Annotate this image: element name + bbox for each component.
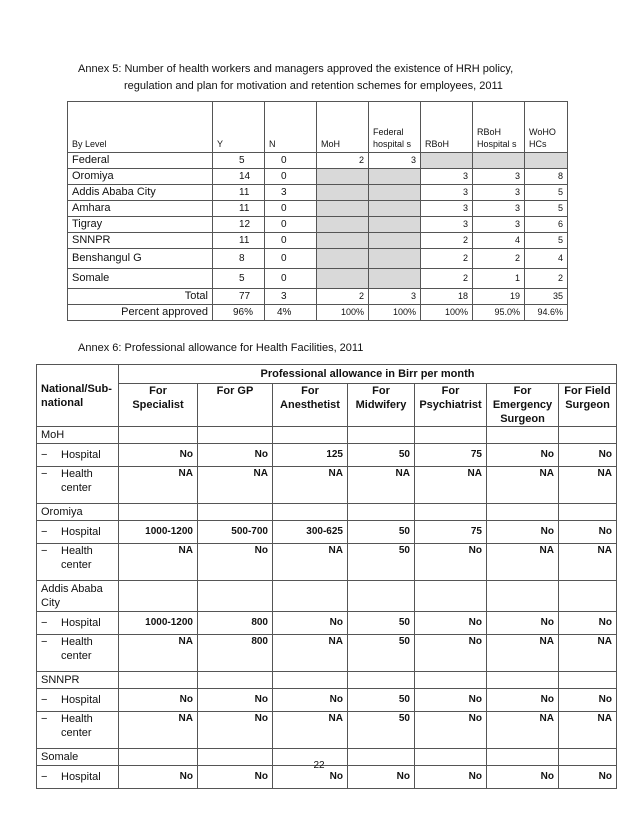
woho-value: 6 xyxy=(525,217,568,233)
cell: NA xyxy=(487,712,559,749)
n-value: 0 xyxy=(265,169,317,185)
header-midwifery: For Midwifery xyxy=(348,384,415,427)
woho-value: 5 xyxy=(525,201,568,217)
n-value: 4% xyxy=(265,305,317,321)
cell: 50 xyxy=(348,521,415,544)
fed-value xyxy=(369,169,421,185)
table-row xyxy=(37,712,617,749)
table-row xyxy=(68,185,568,201)
cell: No xyxy=(119,766,198,789)
total-row xyxy=(68,289,568,305)
moh-value: 100% xyxy=(317,305,369,321)
row-label: − Hospital xyxy=(37,521,119,544)
moh-value xyxy=(317,185,369,201)
level-label: SNNPR xyxy=(68,233,213,249)
cell: No xyxy=(415,612,487,635)
rbohh-value: 95.0% xyxy=(473,305,525,321)
cell: No xyxy=(198,544,273,581)
woho-value: 94.6% xyxy=(525,305,568,321)
header-moh: MoH xyxy=(317,102,369,153)
rbohh-value: 1 xyxy=(473,269,525,289)
rboh-value: 3 xyxy=(421,217,473,233)
level-label: Amhara xyxy=(68,201,213,217)
y-value: 8 xyxy=(213,249,265,269)
cell: No xyxy=(415,689,487,712)
fed-value xyxy=(369,233,421,249)
level-label: Addis Ababa City xyxy=(68,185,213,201)
header-y: Y xyxy=(213,102,265,153)
cell: No xyxy=(487,689,559,712)
cell: NA xyxy=(559,544,617,581)
rbohh-value: 3 xyxy=(473,185,525,201)
n-value: 0 xyxy=(265,249,317,269)
rboh-value: 2 xyxy=(421,233,473,249)
rbohh-value: 19 xyxy=(473,289,525,305)
rboh-value: 3 xyxy=(421,185,473,201)
total-label: Total xyxy=(68,289,213,305)
cell: No xyxy=(119,444,198,467)
cell: No xyxy=(273,612,348,635)
cell: 50 xyxy=(348,635,415,672)
cell: 1000-1200 xyxy=(119,521,198,544)
annex5-table xyxy=(67,101,568,321)
y-value: 11 xyxy=(213,201,265,217)
cell: NA xyxy=(273,635,348,672)
cell: NA xyxy=(559,467,617,504)
cell: 800 xyxy=(198,612,273,635)
rbohh-value: 4 xyxy=(473,233,525,249)
rbohh-value: 3 xyxy=(473,217,525,233)
percent-label: Percent approved xyxy=(68,305,213,321)
moh-value xyxy=(317,169,369,185)
rboh-value: 18 xyxy=(421,289,473,305)
cell: No xyxy=(415,635,487,672)
table-row xyxy=(37,521,617,544)
cell: 50 xyxy=(348,612,415,635)
table-row xyxy=(37,544,617,581)
cell: No xyxy=(487,612,559,635)
table-row xyxy=(68,233,568,249)
n-value: 3 xyxy=(265,185,317,201)
fed-value: 100% xyxy=(369,305,421,321)
moh-value xyxy=(317,269,369,289)
cell: 500-700 xyxy=(198,521,273,544)
fed-value: 3 xyxy=(369,153,421,169)
y-value: 96% xyxy=(213,305,265,321)
table-row xyxy=(68,269,568,289)
n-value: 0 xyxy=(265,217,317,233)
rboh-value xyxy=(421,153,473,169)
header-by-level: By Level xyxy=(68,102,213,153)
y-value: 11 xyxy=(213,185,265,201)
cell: No xyxy=(487,766,559,789)
rbohh-value: 2 xyxy=(473,249,525,269)
moh-value: 2 xyxy=(317,289,369,305)
header-rboh-hospitals: RBoH Hospital s xyxy=(473,102,525,153)
header-emergency-surgeon: For Emergency Surgeon xyxy=(487,384,559,427)
fed-value xyxy=(369,185,421,201)
row-label: − Health center xyxy=(37,635,119,672)
row-label: − Health center xyxy=(37,712,119,749)
header-national-subnational: National/Sub-national xyxy=(37,365,119,427)
cell: NA xyxy=(487,544,559,581)
cell: NA xyxy=(119,635,198,672)
section-label: Oromiya xyxy=(37,504,119,521)
header-field-surgeon: For Field Surgeon xyxy=(559,384,617,427)
fed-value xyxy=(369,201,421,217)
moh-value xyxy=(317,201,369,217)
row-label: − Hospital xyxy=(37,444,119,467)
annex6-table xyxy=(36,364,617,789)
row-label: − Hospital xyxy=(37,612,119,635)
table-row xyxy=(68,217,568,233)
woho-value: 5 xyxy=(525,233,568,249)
page-number: 22 xyxy=(313,760,325,771)
cell: 50 xyxy=(348,689,415,712)
cell: No xyxy=(415,712,487,749)
cell: No xyxy=(559,689,617,712)
rboh-value: 2 xyxy=(421,249,473,269)
header-anesthetist: For Anesthetist xyxy=(273,384,348,427)
cell: 1000-1200 xyxy=(119,612,198,635)
table-row xyxy=(37,467,617,504)
header-rboh: RBoH xyxy=(421,102,473,153)
y-value: 5 xyxy=(213,269,265,289)
y-value: 14 xyxy=(213,169,265,185)
moh-value xyxy=(317,217,369,233)
level-label: Tigray xyxy=(68,217,213,233)
cell: NA xyxy=(273,467,348,504)
header-woho-hcs: WoHO HCs xyxy=(525,102,568,153)
cell: No xyxy=(273,766,348,789)
cell: No xyxy=(559,521,617,544)
row-label: − Health center xyxy=(37,544,119,581)
moh-value: 2 xyxy=(317,153,369,169)
section-label: Addis Ababa City xyxy=(37,581,119,612)
cell: 125 xyxy=(273,444,348,467)
cell: 300-625 xyxy=(273,521,348,544)
cell: No xyxy=(415,544,487,581)
y-value: 12 xyxy=(213,217,265,233)
cell: No xyxy=(273,689,348,712)
annex5-caption-line1: Annex 5: Number of health workers and managers approved the existence of HRH policy, xyxy=(78,63,514,75)
cell: No xyxy=(198,766,273,789)
level-label: Benshangul G xyxy=(68,249,213,269)
header-gp: For GP xyxy=(198,384,273,427)
table-row xyxy=(68,169,568,185)
y-value: 5 xyxy=(213,153,265,169)
level-label: Oromiya xyxy=(68,169,213,185)
header-allowance-group: Professional allowance in Birr per month xyxy=(119,365,617,384)
woho-value: 2 xyxy=(525,269,568,289)
woho-value: 4 xyxy=(525,249,568,269)
woho-value: 5 xyxy=(525,185,568,201)
rbohh-value: 3 xyxy=(473,201,525,217)
y-value: 11 xyxy=(213,233,265,249)
cell: No xyxy=(198,444,273,467)
section-label: MoH xyxy=(37,427,119,444)
cell: No xyxy=(198,689,273,712)
section-label: SNNPR xyxy=(37,672,119,689)
cell: No xyxy=(559,444,617,467)
woho-value xyxy=(525,153,568,169)
cell: No xyxy=(119,689,198,712)
rbohh-value: 3 xyxy=(473,169,525,185)
rboh-value: 3 xyxy=(421,201,473,217)
moh-value xyxy=(317,233,369,249)
cell: 75 xyxy=(415,521,487,544)
fed-value xyxy=(369,217,421,233)
header-specialist: For Specialist xyxy=(119,384,198,427)
cell: NA xyxy=(119,544,198,581)
cell: 800 xyxy=(198,635,273,672)
header-n: N xyxy=(265,102,317,153)
n-value: 3 xyxy=(265,289,317,305)
cell: No xyxy=(559,612,617,635)
annex5-caption-line2: regulation and plan for motivation and retention schemes for employees, 2011 xyxy=(124,80,503,92)
cell: 75 xyxy=(415,444,487,467)
table-row xyxy=(68,153,568,169)
n-value: 0 xyxy=(265,153,317,169)
cell: NA xyxy=(348,467,415,504)
table-row xyxy=(68,249,568,269)
fed-value xyxy=(369,269,421,289)
cell: NA xyxy=(487,467,559,504)
header-psychiatrist: For Psychiatrist xyxy=(415,384,487,427)
row-label: − Health center xyxy=(37,467,119,504)
cell: NA xyxy=(198,467,273,504)
n-value: 0 xyxy=(265,269,317,289)
cell: No xyxy=(198,712,273,749)
cell: No xyxy=(415,766,487,789)
cell: NA xyxy=(273,712,348,749)
cell: 50 xyxy=(348,712,415,749)
table-row xyxy=(37,689,617,712)
rboh-value: 2 xyxy=(421,269,473,289)
table-row xyxy=(37,635,617,672)
section-label: Somale xyxy=(37,749,119,766)
n-value: 0 xyxy=(265,201,317,217)
woho-value: 8 xyxy=(525,169,568,185)
level-label: Somale xyxy=(68,269,213,289)
row-label: − Hospital xyxy=(37,689,119,712)
cell: NA xyxy=(273,544,348,581)
cell: NA xyxy=(415,467,487,504)
cell: NA xyxy=(119,712,198,749)
fed-value: 3 xyxy=(369,289,421,305)
level-label: Federal xyxy=(68,153,213,169)
rbohh-value xyxy=(473,153,525,169)
cell: NA xyxy=(119,467,198,504)
header-federal-hospitals: Federal hospital s xyxy=(369,102,421,153)
moh-value xyxy=(317,249,369,269)
cell: 50 xyxy=(348,444,415,467)
cell: NA xyxy=(559,712,617,749)
rboh-value: 3 xyxy=(421,169,473,185)
cell: NA xyxy=(487,635,559,672)
fed-value xyxy=(369,249,421,269)
n-value: 0 xyxy=(265,233,317,249)
annex6-caption: Annex 6: Professional allowance for Health Facilities, 2011 xyxy=(78,342,364,354)
cell: No xyxy=(348,766,415,789)
y-value: 77 xyxy=(213,289,265,305)
percent-row xyxy=(68,305,568,321)
table-row xyxy=(37,444,617,467)
row-label: − Hospital xyxy=(37,766,119,789)
cell: NA xyxy=(559,635,617,672)
woho-value: 35 xyxy=(525,289,568,305)
cell: No xyxy=(487,521,559,544)
cell: No xyxy=(487,444,559,467)
table-row xyxy=(68,201,568,217)
cell: 50 xyxy=(348,544,415,581)
rboh-value: 100% xyxy=(421,305,473,321)
cell: No xyxy=(559,766,617,789)
table-row xyxy=(37,612,617,635)
